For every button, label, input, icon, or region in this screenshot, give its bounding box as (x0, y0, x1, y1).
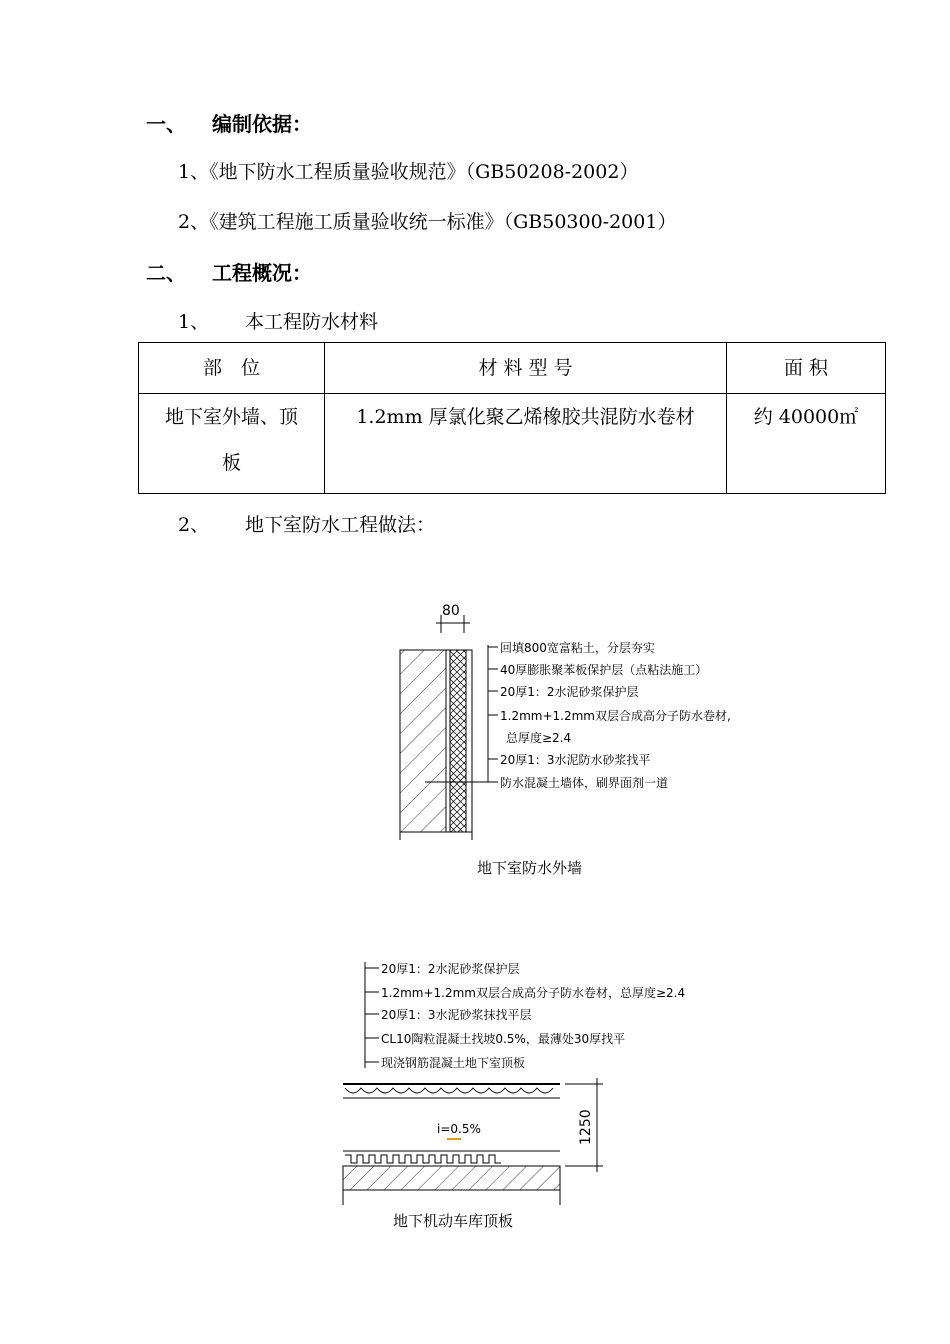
basis-item-1: 1、《地下防水工程质量验收规范》（GB50208-2002） (178, 161, 639, 183)
roof-dimension: 1250 (578, 1109, 594, 1145)
roof-layer-4: CL10陶粒混凝土找坡0.5%，最薄处30厚找平 (381, 1032, 626, 1046)
cell-part (139, 394, 325, 494)
cell-area: 约 40000㎡ (727, 394, 886, 494)
basis-item-2: 2、《建筑工程施工质量验收统一标准》（GB50300-2001） (178, 211, 677, 233)
wall-layer-6: 防水混凝土墙体，刷界面剂一道 (500, 776, 669, 790)
wall-caption: 地下室防水外墙 (477, 859, 583, 877)
section-1-number: 一、 (146, 112, 186, 136)
sub-item-2-text: 地下室防水工程做法： (245, 514, 436, 536)
roof-layer-3: 20厚1：3水泥砂浆抹找平层 (381, 1008, 532, 1022)
sub-item-1-text: 本工程防水材料 (245, 311, 379, 333)
header-area: 面 积 (727, 343, 886, 394)
section-2-number: 二、 (146, 261, 186, 285)
section-2-title: 工程概况： (212, 261, 312, 285)
wall-dimension: 80 (442, 603, 460, 619)
roof-slope: i=0.5% (437, 1122, 481, 1136)
cell-part-line2: 板 (221, 452, 241, 474)
table-row (139, 394, 886, 494)
sub-item-2-number: 2、 (178, 514, 210, 536)
cell-part-line1: 地下室外墙、顶 (164, 406, 298, 428)
wall-layer-4: 1.2mm+1.2mm双层合成高分子防水卷材, (500, 709, 731, 723)
table-header-row (139, 343, 886, 394)
wall-layer-4b: 总厚度≥2.4 (506, 731, 572, 745)
wall-concrete (400, 650, 446, 832)
wall-plaster (446, 650, 450, 832)
wall-protection (466, 650, 472, 832)
wall-layer-5: 20厚1：3水泥防水砂浆找平 (500, 753, 651, 767)
roof-layer-1: 20厚1：2水泥砂浆保护层 (381, 962, 520, 976)
roof-caption: 地下机动车库顶板 (393, 1212, 514, 1230)
wall-diagram (380, 595, 780, 885)
roof-slab (343, 1166, 560, 1190)
wall-insulation (450, 650, 466, 832)
materials-table (138, 342, 886, 494)
sub-item-1-number: 1、 (178, 311, 210, 333)
section-1-title: 编制依据： (212, 112, 312, 136)
wall-layer-2: 40厚膨胀聚苯板保护层（点粘法施工） (500, 663, 708, 677)
cell-material: 1.2mm 厚氯化聚乙烯橡胶共混防水卷材 (325, 394, 727, 494)
roof-layer-2: 1.2mm+1.2mm双层合成高分子防水卷材，总厚度≥2.4 (381, 986, 686, 1000)
wall-layer-3: 20厚1：2水泥砂浆保护层 (500, 685, 639, 699)
roof-diagram (335, 950, 715, 1240)
header-material: 材 料 型 号 (325, 343, 727, 394)
wall-layer-1: 回填800宽富粘土，分层夯实 (500, 641, 655, 655)
roof-layer-5: 现浇钢筋混凝土地下室顶板 (381, 1056, 526, 1070)
header-part: 部 位 (139, 343, 325, 394)
